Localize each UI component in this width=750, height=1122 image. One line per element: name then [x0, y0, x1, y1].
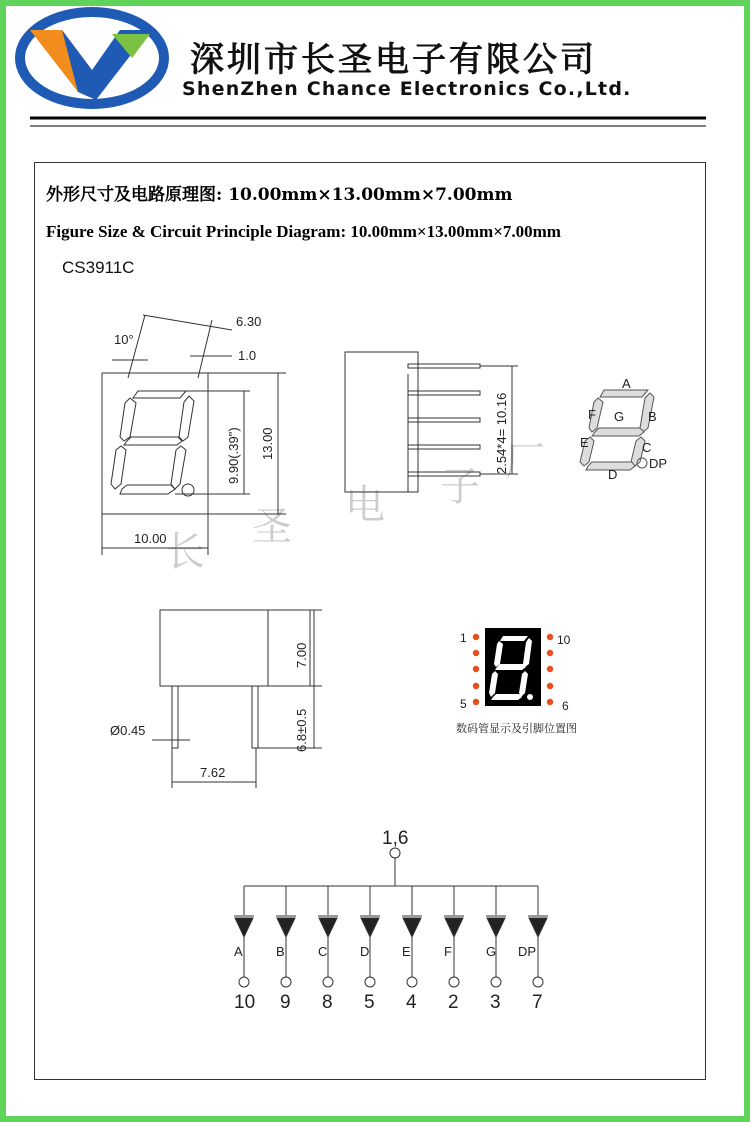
- pin-label-6: 6: [562, 699, 569, 713]
- company-name-en: ShenZhen Chance Electronics Co.,Ltd.: [182, 78, 632, 100]
- diode-seg-label-g: G: [486, 944, 497, 959]
- bottom-pin-length-label: 6.8±0.5: [294, 708, 309, 752]
- front-digit-height-label: 9.90(.39"): [226, 427, 241, 484]
- watermark-char-2: 圣: [252, 505, 292, 549]
- front-dim-small-label: 1.0: [238, 348, 257, 363]
- seg-label-d: D: [608, 467, 618, 482]
- diode-seg-label-dp: DP: [518, 944, 537, 959]
- diode-seg-label-a: A: [234, 944, 243, 959]
- pin-diagram-caption: 数码管显示及引脚位置图: [456, 723, 577, 735]
- diode-pin-label-e: 4: [406, 992, 417, 1013]
- diode-seg-label-b: B: [276, 944, 285, 959]
- watermark-char-3: 电: [345, 483, 385, 527]
- seg-label-dp: DP: [649, 456, 668, 471]
- seg-label-e: E: [580, 435, 589, 450]
- diode-pin-label-d: 5: [364, 992, 375, 1013]
- company-name-cn: 深圳市长圣电子有限公司: [190, 40, 597, 80]
- diode-pin-label-g: 3: [490, 992, 501, 1013]
- pin-label-5: 5: [460, 697, 467, 711]
- seg-label-b: B: [648, 409, 657, 424]
- seg-label-g: G: [614, 409, 625, 424]
- seg-label-c: C: [642, 440, 652, 455]
- front-width-label: 10.00: [134, 531, 167, 546]
- seg-label-f: F: [588, 407, 596, 422]
- watermark-char-4: 子: [440, 465, 480, 509]
- bottom-depth-label: 7.00: [294, 642, 309, 668]
- title-cn: 外形尺寸及电路原理图: 10.00mm×13.00mm×7.00mm: [46, 185, 513, 205]
- model-number: CS3911C: [62, 258, 135, 277]
- diode-pin-label-c: 8: [322, 992, 333, 1013]
- diode-pin-label-dp: 7: [532, 992, 543, 1013]
- seg-label-a: A: [622, 376, 631, 391]
- diode-pin-label-b: 9: [280, 992, 291, 1013]
- diode-pin-label-a: 10: [234, 992, 256, 1013]
- content-box: [34, 162, 706, 1080]
- side-pitch-label: 2.54*4= 10.16: [494, 392, 509, 474]
- watermark-char-5: 厂: [505, 440, 545, 484]
- bottom-pin-diameter-label: Ø0.45: [110, 723, 146, 738]
- front-height-label: 13.00: [260, 427, 275, 460]
- front-dim-top-label: 6.30: [236, 314, 262, 329]
- watermark-char-1: 长: [165, 530, 205, 574]
- diode-seg-label-f: F: [444, 944, 452, 959]
- diode-seg-label-c: C: [318, 944, 328, 959]
- front-angle-label: 10°: [114, 332, 134, 347]
- diode-pin-label-f: 2: [448, 992, 459, 1013]
- bottom-spacing-label: 7.62: [200, 765, 226, 780]
- company-logo: [20, 12, 164, 104]
- diode-seg-label-d: D: [360, 944, 370, 959]
- common-pin-label: 1,6: [382, 828, 409, 849]
- diode-seg-label-e: E: [402, 944, 411, 959]
- pin-label-10: 10: [557, 633, 571, 647]
- title-en: Figure Size & Circuit Principle Diagram: 10.00mm×13.00mm×7.00mm: [46, 222, 561, 241]
- pin-label-1: 1: [460, 631, 467, 645]
